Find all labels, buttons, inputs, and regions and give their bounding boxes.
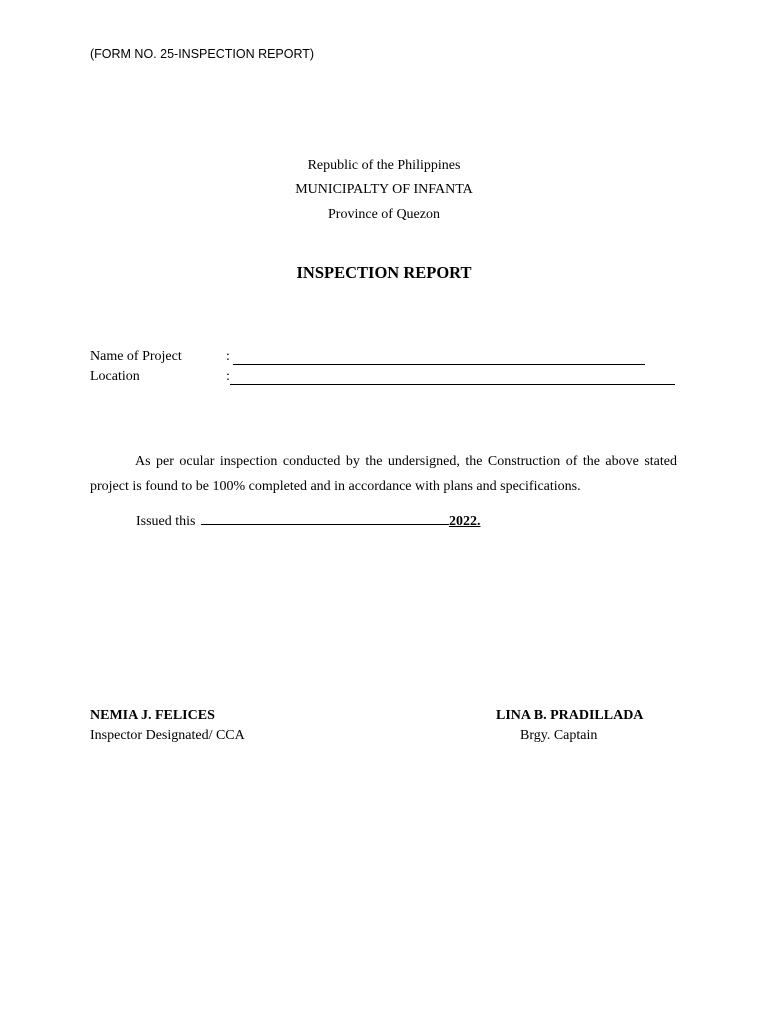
field-label-project-name: Name of Project <box>90 349 182 364</box>
field-label-location: Location <box>90 369 140 384</box>
form-number: (FORM NO. 25-INSPECTION REPORT) <box>90 47 315 61</box>
signatory-position-inspector: Inspector Designated/ CCA <box>90 728 245 743</box>
issued-line <box>136 512 481 530</box>
signatory-position-captain: Brgy. Captain <box>520 728 598 743</box>
body-paragraph: As per ocular inspection conducted by the undersigned, the Construction of the above stated project is found to be 100% completed and in accordance with plans and specifications. <box>90 454 677 494</box>
project-name-blank-line[interactable] <box>233 364 645 365</box>
document-title: INSPECTION REPORT <box>296 263 472 282</box>
issued-year: 2022. <box>449 514 481 529</box>
issued-prefix: Issued this <box>136 514 196 529</box>
header-municipality: MUNICIPALTY OF INFANTA <box>295 182 473 197</box>
header-country: Republic of the Philippines <box>307 158 461 173</box>
signatory-name-captain: LINA B. PRADILLADA <box>496 708 644 723</box>
field-separator-location: : <box>226 369 230 384</box>
header-province: Province of Quezon <box>328 207 440 222</box>
signatory-name-inspector: NEMIA J. FELICES <box>90 708 215 723</box>
location-blank-line[interactable] <box>230 384 675 385</box>
issued-date-blank[interactable] <box>201 512 449 525</box>
field-separator-project-name: : <box>226 349 230 364</box>
